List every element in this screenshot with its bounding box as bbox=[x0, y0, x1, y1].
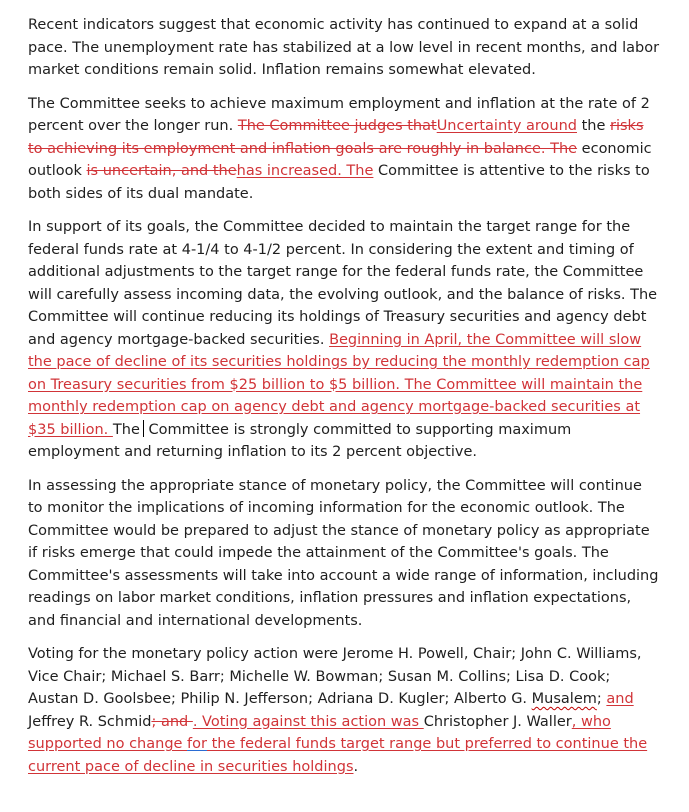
deleted-text: The Committee judges that bbox=[237, 118, 437, 134]
text-run: Committee is attentive to the risks to both sides of its dual mandate. bbox=[28, 163, 650, 202]
paragraph-policy-decision[interactable] bbox=[28, 216, 660, 464]
text-run: economic outlook bbox=[28, 140, 652, 179]
paragraph-voting[interactable] bbox=[28, 643, 660, 778]
paragraph-policy-stance[interactable] bbox=[28, 475, 660, 633]
text-run: Jeffrey R. Schmid bbox=[28, 713, 152, 730]
inserted-text: for bbox=[187, 736, 207, 752]
document-body[interactable] bbox=[28, 14, 660, 789]
paragraph-committee-goals[interactable] bbox=[28, 93, 660, 206]
text-run: In support of its goals, the Committee decided to maintain the target range for the federal funds rate at 4-1/4 to 4-1/2 percent. In considering the extent and timing of additional adjustments to the target range for the federal funds rate, the Committee will carefully assess incoming data, the evolving outlook, and the balance of risks. The Committee will continue reducing its holdings of Treasury securities and agency debt and agency mortgage-backed securities. bbox=[28, 219, 658, 348]
inserted-text: has increased. The bbox=[236, 163, 374, 179]
text-run: ; bbox=[596, 691, 607, 707]
inserted-text: Beginning in April, the Committee will slow the pace of decline of its securities holdings by reducing the monthly redemption cap on Treasury securities from $25 billion to $5 billion. The Committee will maintain the monthly redemption cap on agency debt and agency mortgage-backed securities at $35 billion. bbox=[28, 331, 650, 438]
inserted-text: and bbox=[606, 691, 634, 707]
misspelled-word: Musalem bbox=[531, 691, 597, 707]
inserted-text: . Voting against this action was bbox=[192, 713, 424, 730]
text-run: The bbox=[112, 421, 140, 438]
text-run: . bbox=[353, 758, 359, 775]
inserted-text: Uncertainty around bbox=[436, 118, 577, 134]
text-run: Recent indicators suggest that economic activity has continued to expand at a solid pace. The unemployment rate has stabilized at a low level in recent months, and labor market conditions remain solid. Inflation remains somewhat elevated. bbox=[28, 17, 660, 78]
deleted-text: is uncertain, and the bbox=[86, 163, 237, 179]
text-run: In assessing the appropriate stance of monetary policy, the Committee will continue to monitor the implications of incoming information for the economic outlook. The Committee would be prepared to adjust the stance of monetary policy as appropriate if risks emerge that could impede the attainment of the Committee's goals. The Committee's assessments will take into account a wide range of information, including readings on labor market conditions, inflation pressures and inflation expectations, and financial and international developments. bbox=[28, 477, 659, 629]
text-run: Committee is strongly committed to supporting maximum employment and returning inflation to its 2 percent objective. bbox=[28, 421, 572, 460]
text-run: Voting for the monetary policy action were Jerome H. Powell, Chair; John C. Williams, Vice Chair; Michael S. Barr; Michelle W. Bowman; Susan M. Collins; Lisa D. Cook; Austan D. Goolsbee; Philip N. Jefferson; Adriana D. Kugler; Alberto G. bbox=[28, 646, 642, 707]
inserted-text: , who supported no change bbox=[28, 713, 611, 752]
text-run: the bbox=[577, 118, 611, 134]
text-run: The Committee seeks to achieve maximum employment and inflation at the rate of 2 percent over the longer run. bbox=[28, 95, 650, 134]
inserted-text: the federal funds target range but preferred to continue the current pace of decline in securities holdings bbox=[28, 736, 648, 775]
paragraph-economic-activity[interactable] bbox=[28, 14, 660, 82]
text-run: Christopher J. Waller bbox=[423, 713, 572, 730]
deleted-text: risks to achieving its employment and inflation goals are roughly in balance. The bbox=[28, 118, 644, 157]
deleted-text: ; and bbox=[151, 713, 193, 730]
